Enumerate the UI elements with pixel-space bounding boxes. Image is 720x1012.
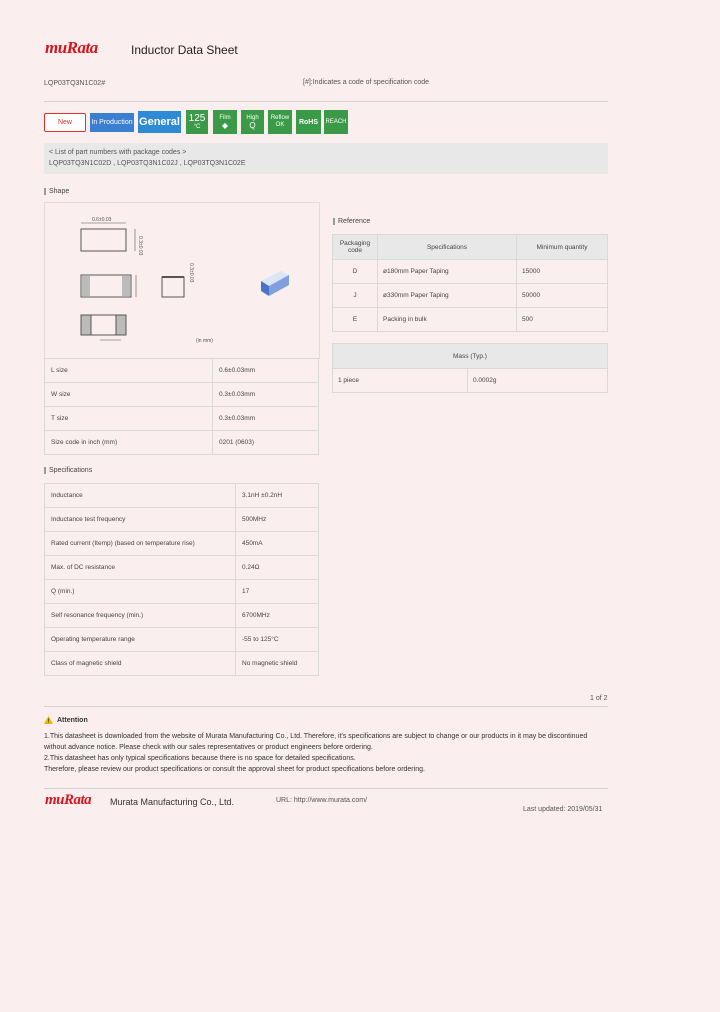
q-label: Q xyxy=(249,121,256,130)
part-number: LQP03TQ3N1C02# xyxy=(44,80,106,87)
shape-value: 0.6±0.03mm xyxy=(213,359,319,383)
part-list-numbers: LQP03TQ3N1C02D , LQP03TQ3N1C02J , LQP03TQ3N1C02E xyxy=(49,160,246,167)
film-icon: ◆ xyxy=(221,121,229,130)
table-row xyxy=(45,359,319,383)
reflow-label: Reflow xyxy=(270,115,290,121)
table-header-row xyxy=(333,235,608,260)
company-url[interactable]: URL: http://www.murata.com/ xyxy=(276,797,368,804)
new-badge: New xyxy=(44,113,86,132)
pkg-code: E xyxy=(333,308,378,332)
warning-icon xyxy=(44,716,53,724)
spec-code-note: [#]:Indicates a code of specification code xyxy=(303,79,430,86)
attention-header xyxy=(44,716,88,724)
table-header-row xyxy=(333,344,608,369)
shape-key: Size code in inch (mm) xyxy=(45,431,213,455)
shape-table xyxy=(44,358,319,455)
spec-key: Inductance test frequency xyxy=(45,508,236,532)
film-badge xyxy=(213,110,237,134)
col-packaging-code: Packaging code xyxy=(333,235,378,260)
table-row xyxy=(333,284,608,308)
pkg-qty: 15000 xyxy=(517,260,608,284)
shape-drawing-panel xyxy=(44,202,320,359)
spec-value: -55 to 125°C xyxy=(236,628,319,652)
table-row xyxy=(45,628,319,652)
table-row xyxy=(45,580,319,604)
attention-heading: Attention xyxy=(57,716,88,724)
table-row xyxy=(45,652,319,676)
in-production-badge: In Production xyxy=(90,113,134,132)
spec-key: Max. of DC resistance xyxy=(45,556,236,580)
attention-divider xyxy=(44,706,608,707)
table-row xyxy=(333,260,608,284)
chip-3d-image xyxy=(261,271,289,296)
part-list-box xyxy=(44,143,608,174)
shape-heading: Shape xyxy=(44,188,69,195)
page-number: 1 of 2 xyxy=(590,695,608,702)
rohs-badge: RoHS xyxy=(296,110,321,134)
shape-key: W size xyxy=(45,383,213,407)
spec-key: Self resonance frequency (min.) xyxy=(45,604,236,628)
high-q-badge xyxy=(241,110,264,134)
attention-line: Therefore, please review our product specifications or consult the approval sheet for product specifications before ordering. xyxy=(44,766,425,773)
part-list-heading: < List of part numbers with package codes > xyxy=(49,149,187,156)
spec-key: Inductance xyxy=(45,484,236,508)
temp-unit-label: °C xyxy=(193,124,201,130)
reference-heading: Reference xyxy=(333,218,370,225)
shape-value: 0201 (0603) xyxy=(213,431,319,455)
pkg-spec: ø330mm Paper Taping xyxy=(378,284,517,308)
table-row xyxy=(45,383,319,407)
thickness-dim-label: 0.3±0.03 xyxy=(137,236,143,256)
table-row xyxy=(45,604,319,628)
pkg-code: J xyxy=(333,284,378,308)
attention-text xyxy=(44,731,614,775)
table-row xyxy=(45,484,319,508)
pkg-qty: 500 xyxy=(517,308,608,332)
svg-text:!: ! xyxy=(47,719,50,724)
spec-value: 450mA xyxy=(236,532,319,556)
attention-line: 1.This datasheet is downloaded from the website of Murata Manufacturing Co., Ltd. Therefore, it's specifications are subject to change or our products in it may be discontinued xyxy=(44,733,588,740)
spec-value: 3.1nH ±0.2nH xyxy=(236,484,319,508)
reach-badge: REACH xyxy=(324,110,348,134)
pkg-spec: Packing in bulk xyxy=(378,308,517,332)
pkg-spec: ø180mm Paper Taping xyxy=(378,260,517,284)
page-title: Inductor Data Sheet xyxy=(131,43,238,57)
dimension-drawing xyxy=(45,203,319,358)
spec-value: 6700MHz xyxy=(236,604,319,628)
mass-value: 0.0002g xyxy=(468,369,608,393)
mass-table xyxy=(332,343,608,393)
shape-key: L size xyxy=(45,359,213,383)
spec-key: Operating temperature range xyxy=(45,628,236,652)
table-row xyxy=(45,532,319,556)
table-row xyxy=(45,556,319,580)
ok-label: OK xyxy=(275,122,285,128)
unit-label: (in mm) xyxy=(196,338,213,344)
temp-125-badge xyxy=(186,110,208,134)
spec-value: No magnetic shield xyxy=(236,652,319,676)
high-label: High xyxy=(246,115,259,121)
mass-key: 1 piece xyxy=(333,369,468,393)
film-label: Film xyxy=(219,115,231,121)
murata-logo: muRata xyxy=(45,38,98,57)
reflow-ok-badge xyxy=(268,110,292,134)
general-badge: General xyxy=(138,111,181,133)
header-divider xyxy=(44,101,608,102)
table-row xyxy=(45,407,319,431)
spec-key: Rated current (Itemp) (based on temperature rise) xyxy=(45,532,236,556)
pkg-code: D xyxy=(333,260,378,284)
table-row xyxy=(333,369,608,393)
shape-value: 0.3±0.03mm xyxy=(213,383,319,407)
table-row xyxy=(45,508,319,532)
specifications-table xyxy=(44,483,319,676)
shape-key: T size xyxy=(45,407,213,431)
company-name: Murata Manufacturing Co., Ltd. xyxy=(110,797,235,807)
col-specifications: Specifications xyxy=(378,235,517,260)
pkg-qty: 50000 xyxy=(517,284,608,308)
spec-key: Q (min.) xyxy=(45,580,236,604)
reference-table xyxy=(332,234,608,332)
shape-value: 0.3±0.03mm xyxy=(213,407,319,431)
width-dim-label: 0.3±0.03 xyxy=(188,263,194,283)
attention-line: 2.This datasheet has only typical specifications because there is no space for detailed specifications. xyxy=(44,755,356,762)
last-updated: Last updated: 2019/05/31 xyxy=(523,806,603,813)
spec-key: Class of magnetic shield xyxy=(45,652,236,676)
footer-murata-logo: muRata xyxy=(45,792,92,808)
table-row xyxy=(333,308,608,332)
footer-divider xyxy=(44,788,608,789)
attention-line: without advance notice. Please check with our sales representatives or product engineers before ordering. xyxy=(44,744,373,751)
temp-125-label: 125 xyxy=(188,113,206,124)
length-dim-label: 0.6±0.03 xyxy=(92,217,112,223)
spec-value: 0.24Ω xyxy=(236,556,319,580)
mass-heading: Mass (Typ.) xyxy=(333,344,608,369)
specifications-heading: Specifications xyxy=(44,467,92,474)
spec-value: 500MHz xyxy=(236,508,319,532)
col-minimum-quantity: Minimum quantity xyxy=(517,235,608,260)
table-row xyxy=(45,431,319,455)
spec-value: 17 xyxy=(236,580,319,604)
